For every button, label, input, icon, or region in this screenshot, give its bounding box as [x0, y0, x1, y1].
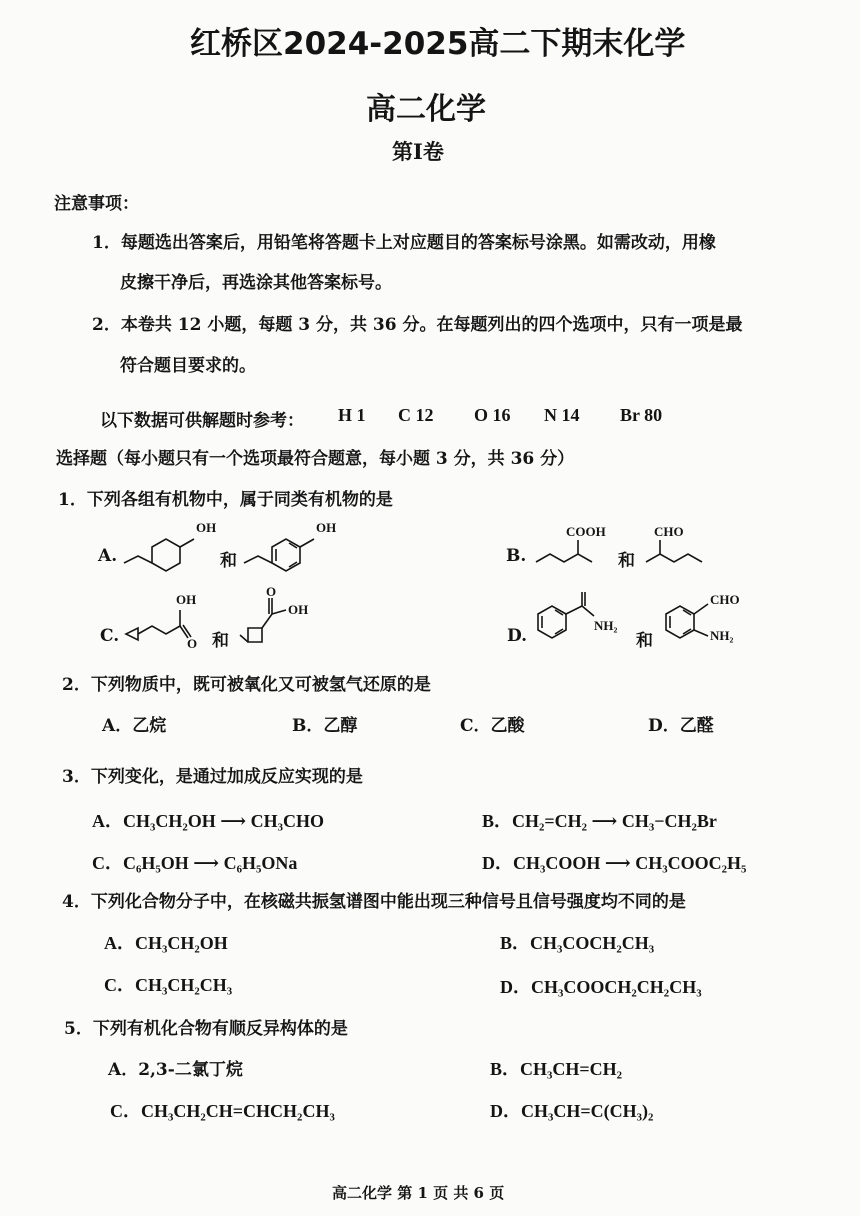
q4-option-a: A．CH₃CH₂OH [104, 933, 228, 953]
q4-option-b: B．CH₃COCH₂CH₃ [500, 933, 655, 953]
q1-c-cooh-oh-label: OH [288, 602, 309, 617]
q1-b-structure-1 [530, 520, 630, 576]
q1-b-cho-label: CHO [654, 524, 684, 539]
notice-item-1-line-2: 皮擦干净后，再选涂其他答案标号。 [120, 273, 392, 293]
q1-d-and: 和 [636, 631, 653, 651]
q5-option-d: D．CH₃CH=C(CH₃)₂ [490, 1101, 654, 1121]
q1-d-nh2-label-2: NH₂ [710, 628, 734, 643]
q1-b-and: 和 [618, 551, 635, 571]
q3-option-a: A．CH₃CH₂OH ⟶ CH₃CHO [92, 811, 324, 831]
reference-mass-o: O 16 [474, 405, 511, 425]
volume-label: 第Ⅰ卷 [392, 139, 444, 164]
notice-heading: 注意事项： [54, 194, 139, 214]
q1-option-c-letter: C. [100, 626, 120, 646]
subject-title: 高二化学 [366, 92, 486, 127]
q1-b-cooh-label: COOH [566, 524, 606, 539]
q3-option-c: C．C₆H₅OH ⟶ C₆H₅ONa [92, 853, 298, 873]
notice-item-2-line-1: 2．本卷共 12 小题，每题 3 分，共 36 分。在每题列出的四个选项中，只有一项是最 [92, 315, 743, 335]
notice-item-1-line-1: 1．每题选出答案后，用铅笔将答题卡上对应题目的答案标号涂黑。如需改动，用橡 [92, 233, 716, 253]
q1-option-a-letter: A. [98, 546, 118, 566]
page-footer: 高二化学 第 1 页 共 6 页 [332, 1184, 505, 1202]
q4-stem: 4．下列化合物分子中，在核磁共振氢谱图中能出现三种信号且信号强度均不同的是 [62, 892, 686, 912]
q2-option-c: C．乙酸 [460, 716, 525, 736]
q3-option-b: B．CH₂=CH₂ ⟶ CH₃−CH₂Br [482, 811, 717, 831]
exam-title: 红桥区2024-2025高二下期末化学 [190, 26, 686, 62]
section-heading: 选择题（每小题只有一个选项最符合题意，每小题 3 分，共 36 分） [56, 449, 575, 469]
q5-option-a: A．2,3-二氯丁烷 [108, 1060, 243, 1080]
q2-option-d: D．乙醛 [648, 716, 714, 736]
q1-a-and: 和 [220, 551, 237, 571]
q1-d-cho-label: CHO [710, 592, 740, 607]
reference-mass-n: N 14 [544, 405, 580, 425]
q5-option-b: B．CH₃CH=CH₂ [490, 1059, 623, 1079]
notice-item-2-line-2: 符合题目要求的。 [120, 356, 256, 376]
q2-option-a: A．乙烷 [102, 716, 167, 736]
reference-mass-br: Br 80 [620, 405, 663, 425]
q1-c-structure-1 [122, 588, 212, 651]
q2-option-b: B．乙醇 [292, 716, 358, 736]
q4-option-c: C．CH₃CH₂CH₃ [104, 975, 233, 995]
reference-mass-c: C 12 [398, 405, 434, 425]
q1-stem: 1．下列各组有机物中，属于同类有机物的是 [58, 490, 393, 510]
q1-b-structure-2 [642, 520, 722, 576]
reference-label: 以下数据可供解题时参考： [100, 411, 304, 431]
svg-text:O: O [187, 636, 198, 651]
q1-c-structure-2 [236, 584, 326, 648]
q1-a-structure-1 [118, 516, 228, 576]
q1-c-oh-label: OH [176, 592, 197, 607]
svg-text:O: O [266, 584, 277, 599]
q1-a-oh-label-2: OH [316, 520, 337, 535]
q1-option-b-letter: B. [506, 546, 527, 566]
q1-d-structure-1 [530, 590, 640, 650]
q1-c-and: 和 [212, 631, 229, 651]
q1-option-d-letter: D. [507, 626, 528, 646]
q3-option-d: D．CH₃COOH ⟶ CH₃COOC₂H₅ [482, 853, 747, 873]
q5-stem: 5．下列有机化合物有顺反异构体的是 [64, 1019, 348, 1039]
q3-stem: 3．下列变化，是通过加成反应实现的是 [62, 767, 363, 787]
q1-d-nh2-label-1: NH₂ [594, 618, 618, 633]
reference-mass-h: H 1 [338, 405, 366, 425]
q1-a-oh-label-1: OH [196, 520, 217, 535]
q5-option-c: C．CH₃CH₂CH=CHCH₂CH₃ [110, 1101, 335, 1121]
q4-option-d: D．CH₃COOCH₂CH₂CH₃ [500, 977, 702, 997]
q1-a-structure-2 [238, 516, 348, 576]
q2-stem: 2．下列物质中，既可被氧化又可被氢气还原的是 [62, 675, 431, 695]
q1-d-structure-2 [658, 586, 768, 650]
